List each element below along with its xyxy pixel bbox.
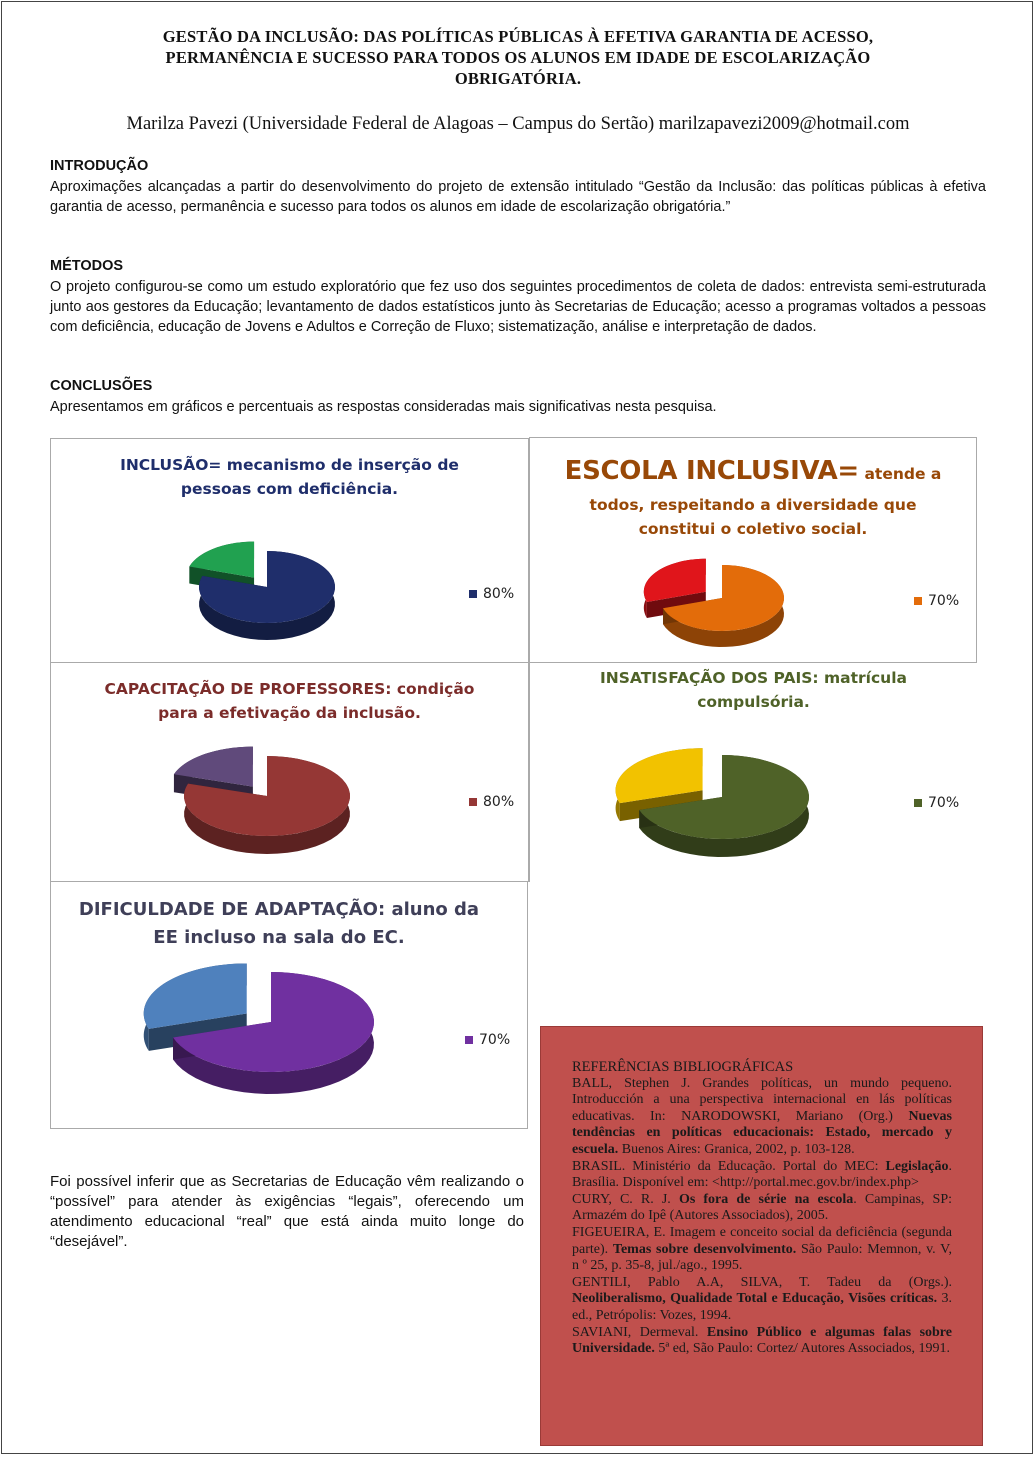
reference-text: BRASIL. Ministério da Educação. Portal do MEC: <box>572 1158 886 1174</box>
final-conclusion-text: Foi possível inferir que as Secretarias de Educação vêm realizando o “possível” para atender às exigências “legais”, oferecendo um atendimento educacional “real” que está ainda muito longe do “desejável”. <box>50 1173 524 1250</box>
chart-legend <box>914 795 959 811</box>
chart-legend <box>465 1032 510 1048</box>
reference-text: SAVIANI, Dermeval. <box>572 1324 707 1340</box>
chart-inclusao <box>50 438 529 663</box>
pie-chart <box>51 663 530 883</box>
legend-swatch <box>469 590 477 598</box>
legend-swatch <box>465 1036 473 1044</box>
chart-title-line: DIFICULDADE DE ADAPTAÇÃO: aluno da <box>78 899 480 920</box>
reference-text: . Brasília. Disponível em: <http://portal.mec.gov.br/index.php> <box>572 1158 952 1191</box>
legend-swatch <box>914 799 922 807</box>
chart-title-line: CAPACITAÇÃO DE PROFESSORES: condição <box>104 680 475 698</box>
references-box <box>540 1026 983 1446</box>
author-line: Marilza Pavezi (Universidade Federal de Alagoas – Campus do Sertão) marilzapavezi2009@hotmail.com <box>126 114 910 134</box>
chart-title-big: ESCOLA INCLUSIVA= <box>564 456 859 486</box>
chart-title-line: INSATISFAÇÃO DOS PAIS: matrícula <box>600 669 907 687</box>
reference-text: . Campinas, SP: Armazém do Ipê (Autores Associados), 2005. <box>572 1191 952 1224</box>
reference-item <box>572 1076 952 1159</box>
reference-title: Nuevas tendências en políticas educacionais: Estado, mercado y escuela. <box>572 1108 952 1157</box>
reference-item <box>572 1325 952 1358</box>
reference-item <box>572 1225 952 1275</box>
reference-text: São Paulo: Memnon, v. V, n º 25, p. 35-8, jul./ago., 1995. <box>572 1241 952 1274</box>
title-line: PERMANÊNCIA E SUCESSO PARA TODOS OS ALUNOS EM IDADE DE ESCOLARIZAÇÃO <box>165 48 871 67</box>
chart-dificuldade <box>50 881 528 1129</box>
metodos-text: O projeto configurou-se como um estudo exploratório que fez uso dos seguintes procedimentos de coleta de dados: entrevista semi-estruturada junto aos gestores da Educação; levantamento de dados estatísticos junto às Secretarias de Educação; acesso a programas voltados a pessoas com deficiência, educação de Jovens e Adultos e Correção de Fluxo; sistematização, análise e interpretação de dados. <box>50 279 986 335</box>
pie-chart <box>51 882 529 1130</box>
conclusoes-heading: CONCLUSÕES <box>50 378 153 394</box>
reference-title: Ensino Público e algumas falas sobre Universidade. <box>572 1324 952 1357</box>
chart-legend <box>469 586 514 602</box>
reference-text: FIGEUEIRA, E. Imagem e conceito social da deficiência (segunda parte). <box>572 1224 952 1257</box>
chart-title-line: EE incluso na sala do EC. <box>153 927 405 948</box>
metodos-heading: MÉTODOS <box>50 258 124 274</box>
chart-title-line: constitui o coletivo social. <box>638 520 868 538</box>
introducao-heading: INTRODUÇÃO <box>50 158 149 174</box>
reference-text: CURY, C. R. J. <box>572 1191 679 1207</box>
legend-swatch <box>469 798 477 806</box>
introducao-text: Aproximações alcançadas a partir do desenvolvimento do projeto de extensão intitulado “Gestão da Inclusão: das políticas públicas à efetiva garantia de acesso, permanência e sucesso para todos os alunos em idade de escolarização obrigatória.” <box>50 179 986 215</box>
reference-text: 3. ed., Petrópolis: Vozes, 1994. <box>572 1291 952 1323</box>
poster-title <box>60 26 976 89</box>
legend-label: 70% <box>479 1032 511 1048</box>
chart-title-line: compulsória. <box>697 693 810 711</box>
chart-escola-inclusiva <box>529 437 977 663</box>
reference-title: Legislação <box>885 1158 949 1174</box>
chart-capacitacao <box>50 662 529 882</box>
reference-item <box>572 1192 952 1225</box>
pie-chart <box>51 439 530 664</box>
title-line: GESTÃO DA INCLUSÃO: DAS POLÍTICAS PÚBLICAS À EFETIVA GARANTIA DE ACESSO, <box>162 27 874 46</box>
legend-label: 70% <box>928 795 960 811</box>
reference-text: BALL, Stephen J. Grandes políticas, un mundo pequeno. Introducción a una perspectiva internacional en lás políticas educativas. In: NARODOWSKI, Mariano (Org.) <box>572 1075 952 1124</box>
legend-swatch <box>914 597 922 605</box>
reference-item <box>572 1275 952 1325</box>
chart-title-line: INCLUSÃO= mecanismo de inserção de <box>120 456 459 474</box>
pie-chart <box>530 663 978 883</box>
chart-insatisfacao <box>529 662 977 882</box>
reference-title: Temas sobre desenvolvimento. <box>612 1241 797 1257</box>
legend-label: 80% <box>483 586 515 602</box>
reference-item <box>572 1159 952 1192</box>
reference-title: Os fora de série na escola <box>678 1191 854 1207</box>
pie-chart <box>530 438 978 664</box>
chart-title-line: para a efetivação da inclusão. <box>158 704 421 722</box>
references-heading: REFERÊNCIAS BIBLIOGRÁFICAS <box>572 1059 794 1075</box>
chart-title-line: todos, respeitando a diversidade que <box>589 496 917 514</box>
references-list <box>572 1076 952 1358</box>
reference-title: Neoliberalismo, Qualidade Total e Educação, Visões críticas. <box>572 1291 938 1307</box>
chart-title-line: pessoas com deficiência. <box>180 480 399 498</box>
title-line: OBRIGATÓRIA. <box>454 69 582 88</box>
reference-text: Buenos Aires: Granica, 2002, p. 103-128. <box>618 1141 855 1157</box>
chart-legend <box>469 794 514 810</box>
chart-legend <box>914 593 959 609</box>
reference-text: 5ª ed, São Paulo: Cortez/ Autores Associados, 1991. <box>654 1341 950 1357</box>
legend-label: 70% <box>928 593 960 609</box>
chart-title-small: atende a <box>864 465 942 483</box>
reference-text: GENTILI, Pablo A.A, SILVA, T. Tadeu da (Orgs.). <box>572 1274 952 1290</box>
legend-label: 80% <box>483 794 515 810</box>
conclusoes-text: Apresentamos em gráficos e percentuais as respostas consideradas mais significativas nesta pesquisa. <box>50 399 717 415</box>
